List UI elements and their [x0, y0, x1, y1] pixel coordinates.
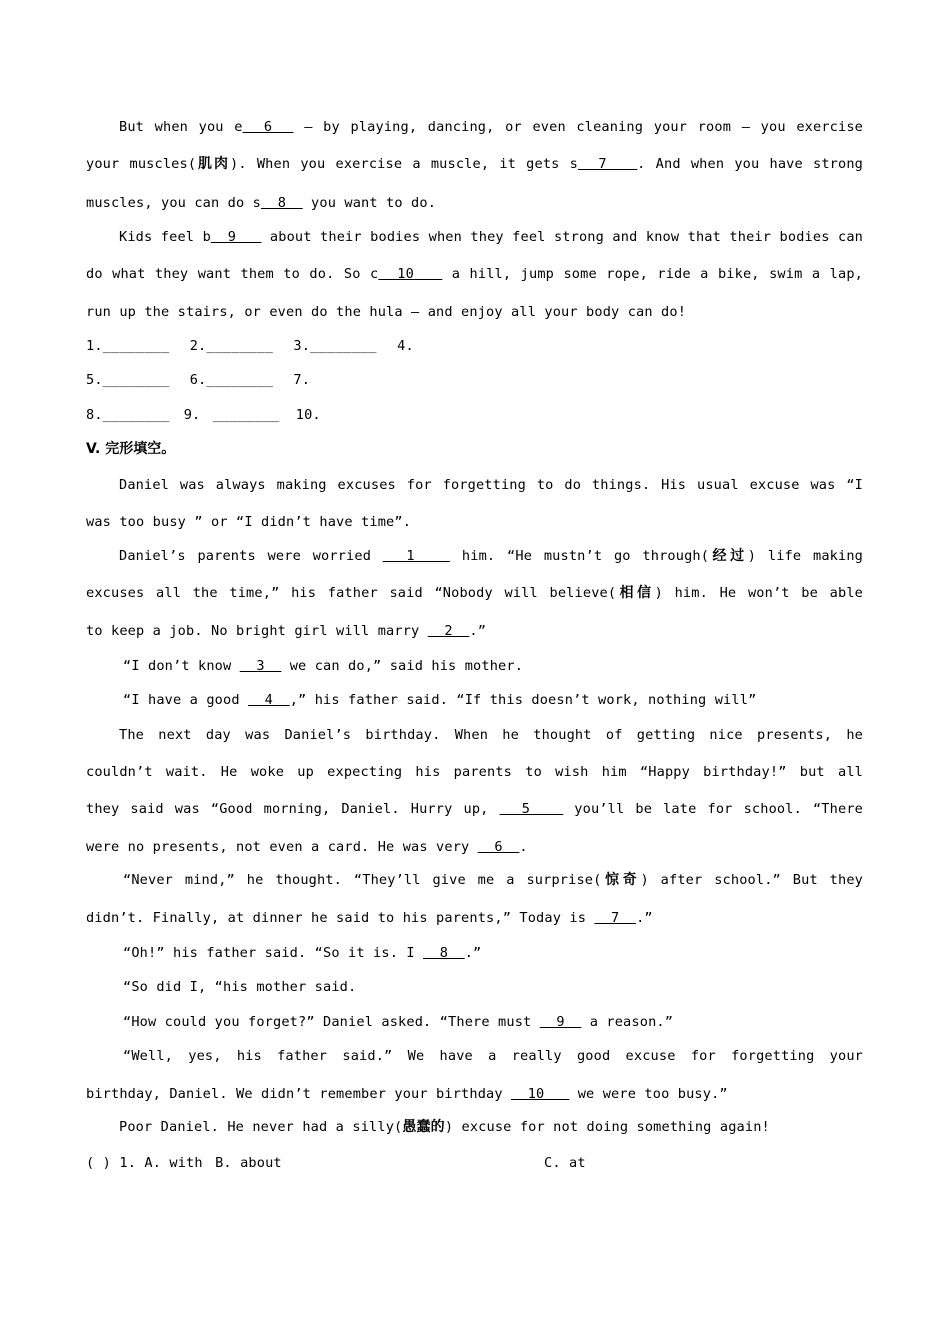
- cloze-line: were no presents, not even a card. He was very 6 .: [86, 839, 528, 855]
- cloze-line: excuses all the time,” his father said “Nobody will believe(相信) him. He won’t be able: [86, 585, 863, 601]
- blank-4: 4: [248, 692, 290, 708]
- question-1: [86, 1154, 863, 1172]
- answer-row: 8.________ 9. ________ 10.: [86, 407, 321, 423]
- cloze-line: “How could you forget?” Daniel asked. “There must 9 a reason.”: [123, 1014, 674, 1030]
- blank-10: 10: [378, 266, 443, 282]
- blank-10: 10: [511, 1086, 570, 1102]
- blank-8: 8: [423, 945, 465, 961]
- cloze-line: “Oh!” his father said. “So it is. I 8 .”: [123, 945, 482, 961]
- passage-line: Kids feel b 9 about their bodies when they feel strong and know that their bodies can: [119, 229, 863, 245]
- option-c: C. at: [544, 1155, 586, 1171]
- answer-paren: ( ): [86, 1155, 112, 1171]
- blank-9: 9: [210, 229, 262, 245]
- blank-9: 9: [539, 1014, 582, 1030]
- passage-line: But when you e 6 — by playing, dancing, or even cleaning your room — you exercise: [119, 119, 864, 135]
- blank-5: 5: [499, 801, 564, 817]
- cloze-line: “Never mind,” he thought. “They’ll give me a surprise(惊奇) after school.” But they: [123, 872, 863, 888]
- question-number: 1.: [119, 1155, 137, 1171]
- blank-7: 7: [594, 910, 637, 926]
- cloze-line: Poor Daniel. He never had a silly(愚蠢的) excuse for not doing something again!: [119, 1119, 770, 1135]
- section-heading: V. 完形填空。: [86, 441, 176, 457]
- cloze-line: The next day was Daniel’s birthday. When he thought of getting nice presents, he: [119, 727, 863, 743]
- blank-8: 8: [261, 195, 303, 211]
- cloze-line: Daniel’s parents were worried 1 him. “He mustn’t go through(经过) life making: [119, 548, 863, 564]
- passage-line: do what they want them to do. So c 10 a hill, jump some rope, ride a bike, swim a lap,: [86, 266, 864, 282]
- passage-line: muscles, you can do s 8 you want to do.: [86, 195, 437, 211]
- blank-2: 2: [427, 623, 470, 639]
- passage-line: run up the stairs, or even do the hula — and enjoy all your body can do!: [86, 304, 687, 320]
- cloze-line: to keep a job. No bright girl will marry 2 .”: [86, 623, 487, 639]
- blank-6: 6: [242, 119, 294, 135]
- passage-line: your muscles(肌肉). When you exercise a muscle, it gets s 7 . And when you have strong: [86, 156, 863, 172]
- cloze-line: “I don’t know 3 we can do,” said his mother.: [123, 658, 524, 674]
- cloze-line: was too busy ” or “I didn’t have time”.: [86, 514, 412, 530]
- answer-row: 1.________ 2.________ 3.________ 4.: [86, 338, 414, 354]
- blank-3: 3: [239, 658, 282, 674]
- cloze-line: “Well, yes, his father said.” We have a really good excuse for forgetting your: [123, 1048, 863, 1064]
- cloze-line: “So did I, “his mother said.: [123, 979, 357, 995]
- blank-1: 1: [382, 548, 451, 564]
- cloze-line: didn’t. Finally, at dinner he said to his parents,” Today is 7 .”: [86, 910, 653, 926]
- cloze-line: they said was “Good morning, Daniel. Hurry up, 5 you’ll be late for school. “There: [86, 801, 863, 817]
- cloze-line: couldn’t wait. He woke up expecting his parents to wish him “Happy birthday!” but all: [86, 764, 863, 780]
- blank-6: 6: [477, 839, 520, 855]
- option-a: A. with: [144, 1155, 203, 1171]
- blank-7: 7: [578, 156, 638, 172]
- answer-row: 5.________ 6.________ 7.: [86, 372, 311, 388]
- cloze-line: Daniel was always making excuses for forgetting to do things. His usual excuse was “I: [119, 477, 863, 493]
- cloze-line: “I have a good 4 ,” his father said. “If this doesn’t work, nothing will”: [123, 692, 757, 708]
- option-b: B. about: [215, 1155, 282, 1171]
- cloze-line: birthday, Daniel. We didn’t remember your birthday 10 we were too busy.”: [86, 1086, 728, 1102]
